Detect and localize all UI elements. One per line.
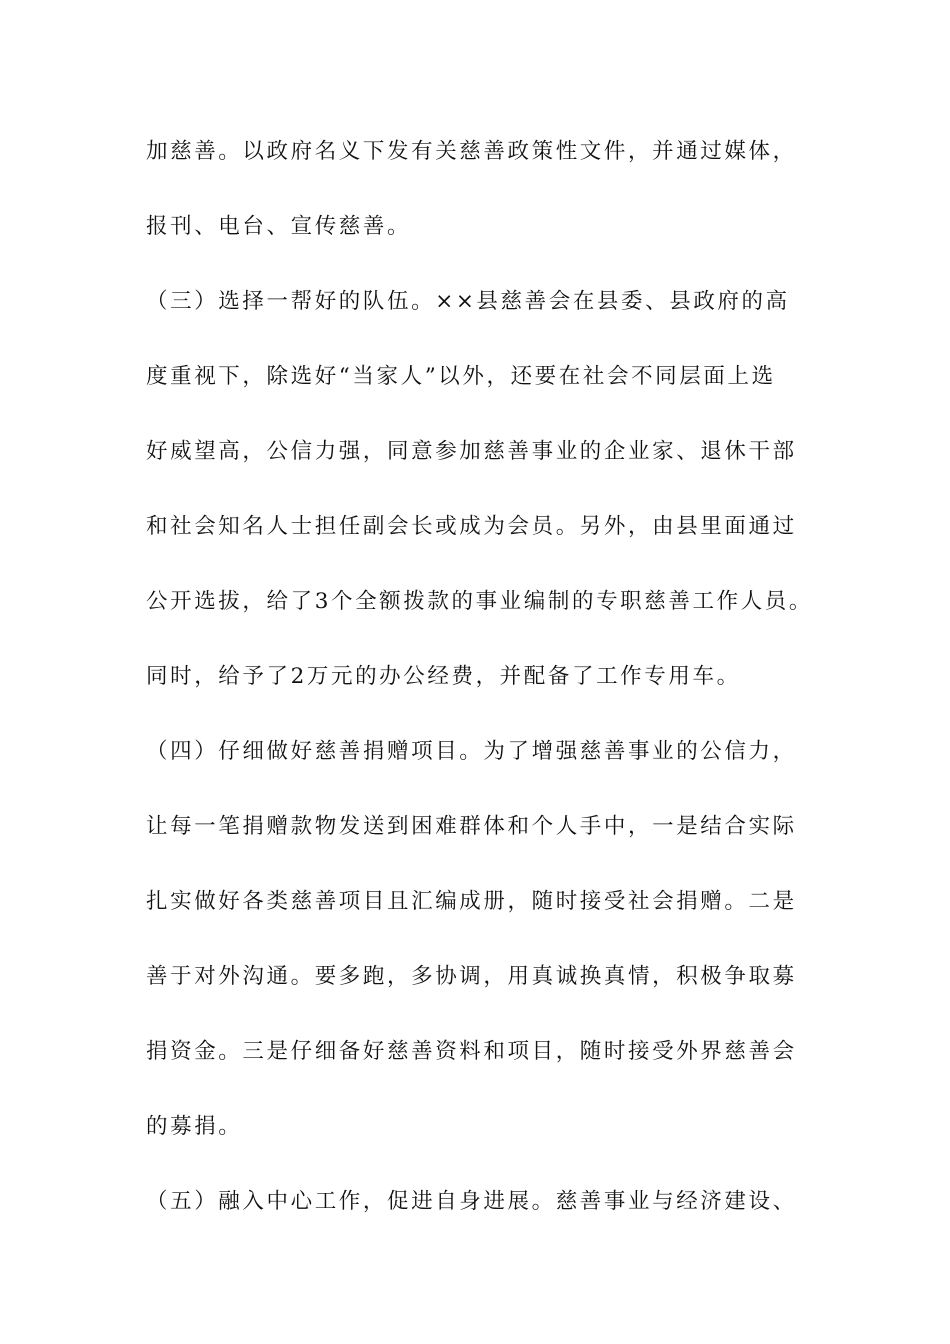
text-line: 的募捐。 — [146, 1114, 243, 1139]
section-heading-line: （四）仔细做好慈善捐赠项目。为了增强慈善事业的公信力， — [146, 739, 797, 764]
text-line: 让每一笔捐赠款物发送到困难群体和个人手中，一是结合实际 — [146, 814, 797, 839]
text-line: 度重视下，除选好“当家人”以外，还要在社会不同层面上选 — [146, 364, 776, 389]
text-line: 和社会知名人士担任副会长或成为会员。另外，由县里面通过 — [146, 514, 797, 539]
text-line: 捐资金。三是仔细备好慈善资料和项目，随时接受外界慈善会 — [146, 1039, 797, 1064]
text-line: 公开选拔，给了3个全额拨款的事业编制的专职慈善工作人员。 — [146, 589, 813, 614]
text-line: 扎实做好各类慈善项目且汇编成册，随时接受社会捐赠。二是 — [146, 889, 797, 914]
document-body — [146, 128, 836, 1253]
text-line: 善于对外沟通。要多跑，多协调，用真诚换真情，积极争取募 — [146, 964, 797, 989]
section-heading-line: （三）选择一帮好的队伍。××县慈善会在县委、县政府的高 — [146, 289, 790, 314]
text-line: 加慈善。以政府名义下发有关慈善政策性文件，并通过媒体， — [146, 139, 797, 164]
text-line: 报刊、电台、宣传慈善。 — [146, 214, 412, 239]
text-line: 同时，给予了2万元的办公经费，并配备了工作专用车。 — [146, 664, 741, 689]
text-line: 好威望高，公信力强，同意参加慈善事业的企业家、退休干部 — [146, 439, 797, 464]
section-heading-line: （五）融入中心工作，促进自身进展。慈善事业与经济建设、 — [146, 1189, 797, 1214]
